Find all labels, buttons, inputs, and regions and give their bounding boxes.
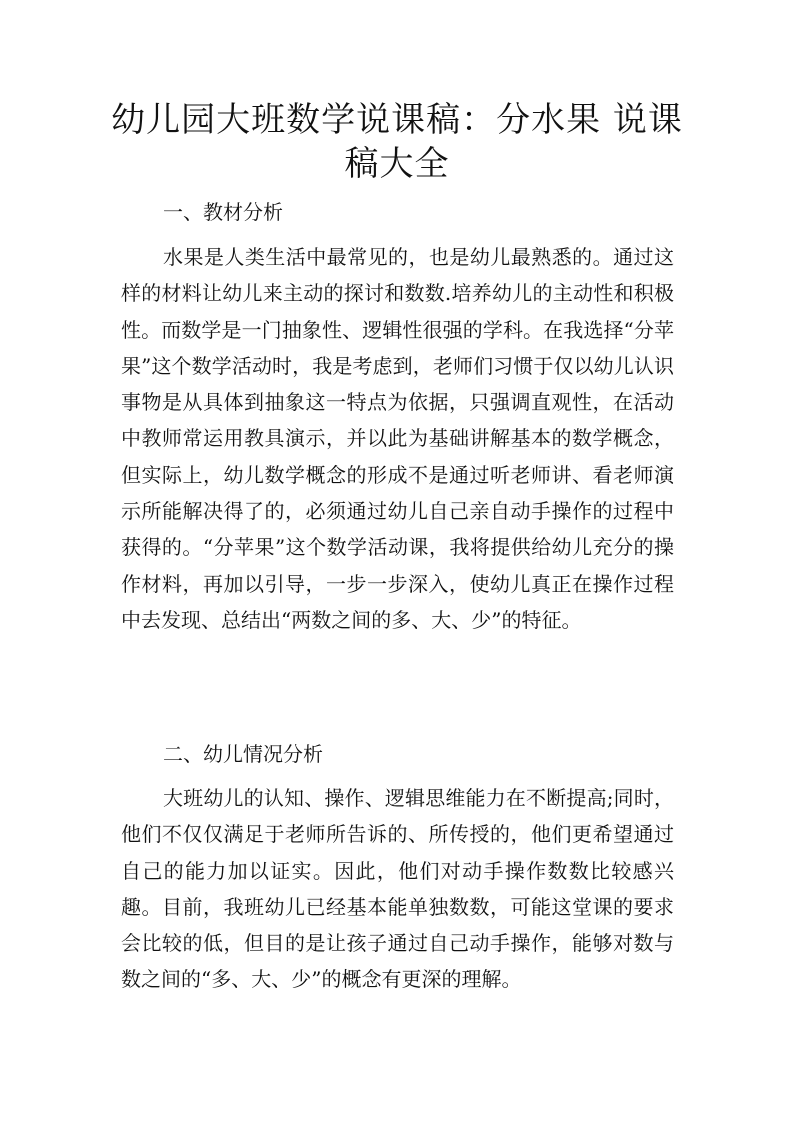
section-heading-children-analysis: 二、幼儿情况分析 bbox=[163, 742, 323, 766]
section-paragraph-children-analysis: 大班幼儿的认知、操作、逻辑思维能力在不断提高;同时，他们不仅仅满足于老师所告诉的、所传授的，他们更希望通过自己的能力加以证实。因此，他们对动手操作数数比较感兴趣。目前，我班幼儿已经基本能单独数数，可能这堂课的要求会比较的低，但目的是让孩子通过自己动手操作，能够对数与数之间的“多、大、少”的概念有更深的理解。 bbox=[121, 786, 674, 992]
section-paragraph-textbook-analysis: 水果是人类生活中最常见的，也是幼儿最熟悉的。通过这样的材料让幼儿来主动的探讨和数数.培养幼儿的主动性和积极性。而数学是一门抽象性、逻辑性很强的学科。在我选择“分苹果”这个数学活动时，我是考虑到，老师们习惯于仅以幼儿认识事物是从具体到抽象这一特点为依据，只强调直观性，在活动中教师常运用教具演示，并以此为基础讲解基本的数学概念，但实际上，幼儿数学概念的形成不是通过听老师讲、看老师演示所能解决得了的，必须通过幼儿自己亲自动手操作的过程中获得的。“分苹果”这个数学活动课，我将提供给幼儿充分的操作材料，再加以引导，一步一步深入，使幼儿真正在操作过程中去发现、总结出“两数之间的多、大、少”的特征。 bbox=[121, 245, 674, 632]
section-heading-textbook-analysis: 一、教材分析 bbox=[163, 200, 283, 224]
document-title: 幼儿园大班数学说课稿：分水果 说课稿大全 bbox=[111, 100, 683, 184]
